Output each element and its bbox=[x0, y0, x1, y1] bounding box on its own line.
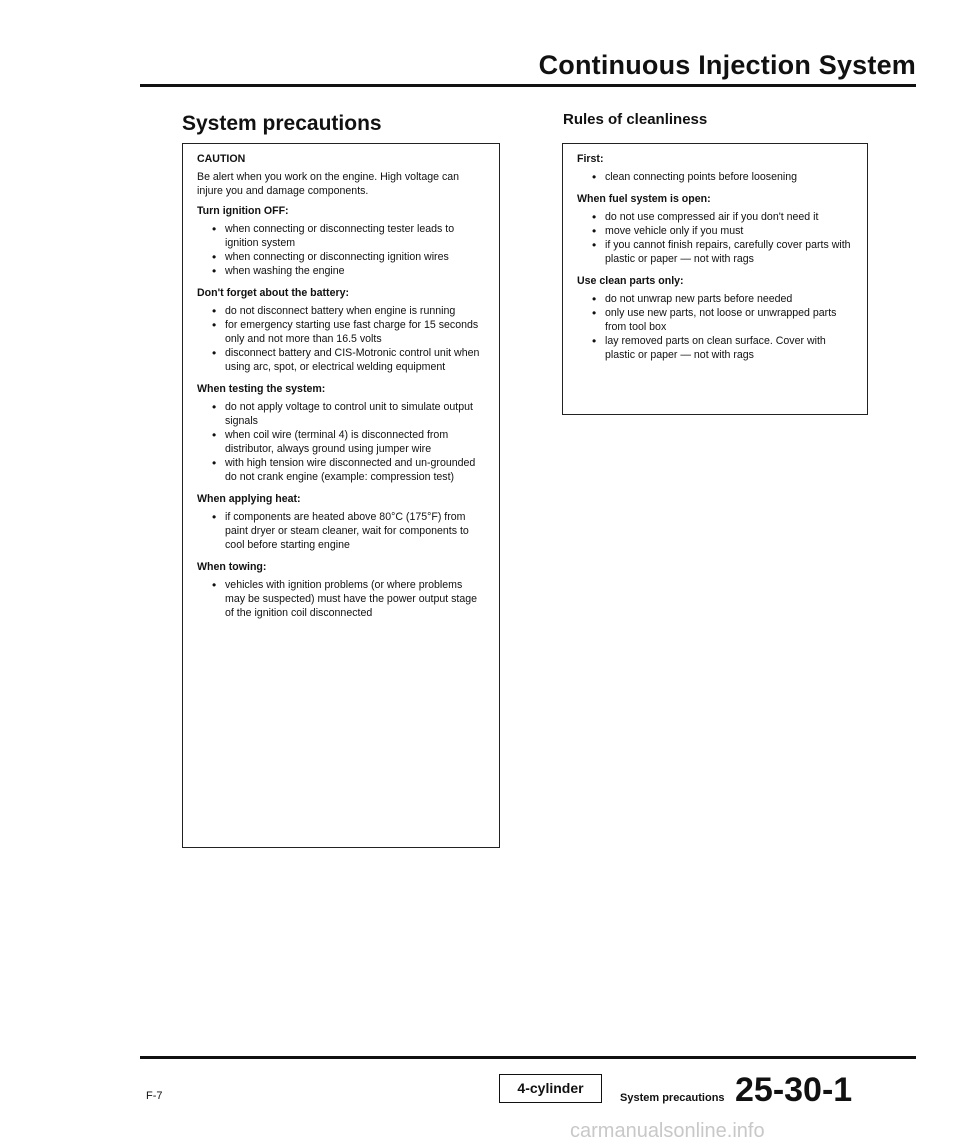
caution-box bbox=[182, 143, 500, 848]
caution-intro: Be alert when you work on the engine. High voltage can injure you and damage components. bbox=[197, 171, 460, 197]
variant-badge: 4-cylinder bbox=[499, 1074, 602, 1103]
bullet-list bbox=[577, 210, 853, 266]
list-item: • do not apply voltage to control unit to simulate output signals bbox=[225, 400, 485, 428]
group-title: Turn ignition OFF: bbox=[197, 205, 289, 217]
group-title: When applying heat: bbox=[197, 493, 301, 505]
bullet-list bbox=[197, 304, 485, 374]
list-item: • only use new parts, not loose or unwrapped parts from tool box bbox=[605, 306, 853, 334]
footer-section-label: System precautions bbox=[620, 1092, 725, 1104]
list-item: • when connecting or disconnecting tester leads to ignition system bbox=[225, 222, 485, 250]
rules-box bbox=[562, 143, 868, 415]
section-title: System precautions bbox=[182, 112, 382, 135]
caution-heading: CAUTION bbox=[197, 153, 246, 165]
group-title: When towing: bbox=[197, 561, 267, 573]
bullet-list bbox=[197, 578, 485, 620]
list-item: • do not unwrap new parts before needed bbox=[605, 292, 853, 306]
group-title: First: bbox=[577, 153, 604, 165]
watermark: carmanualsonline.info bbox=[570, 1120, 765, 1142]
header-rule bbox=[140, 84, 916, 87]
group-title: When testing the system: bbox=[197, 383, 326, 395]
list-item: • when connecting or disconnecting ignition wires bbox=[225, 250, 485, 264]
list-item: • disconnect battery and CIS-Motronic control unit when using arc, spot, or electrical welding equipment bbox=[225, 346, 485, 374]
list-item: • do not disconnect battery when engine is running bbox=[225, 304, 485, 318]
list-item: • do not use compressed air if you don't need it bbox=[605, 210, 853, 224]
page-id: F-7 bbox=[146, 1090, 163, 1102]
page-number: 25-30-1 bbox=[735, 1071, 853, 1109]
list-item: • when coil wire (terminal 4) is disconnected from distributor, always ground using jumper wire bbox=[225, 428, 485, 456]
list-item: • if you cannot finish repairs, carefully cover parts with plastic or paper — not with rags bbox=[605, 238, 853, 266]
group-title: When fuel system is open: bbox=[577, 193, 711, 205]
bullet-list bbox=[197, 222, 485, 278]
list-item: • clean connecting points before loosening bbox=[605, 170, 853, 184]
group-title: Use clean parts only: bbox=[577, 275, 684, 287]
rules-title: Rules of cleanliness bbox=[563, 111, 708, 128]
bullet-list bbox=[577, 170, 853, 184]
bullet-list bbox=[197, 400, 485, 484]
header-title: Continuous Injection System bbox=[538, 50, 916, 80]
list-item: • lay removed parts on clean surface. Cover with plastic or paper — not with rags bbox=[605, 334, 853, 362]
footer-rule bbox=[140, 1056, 916, 1059]
bullet-list bbox=[577, 292, 853, 362]
list-item: • vehicles with ignition problems (or where problems may be suspected) must have the power output stage of the ignition coil disconnected bbox=[225, 578, 485, 620]
list-item: • if components are heated above 80°C (175°F) from paint dryer or steam cleaner, wait for components to cool before starting engine bbox=[225, 510, 485, 552]
list-item: • move vehicle only if you must bbox=[605, 224, 853, 238]
group-title: Don't forget about the battery: bbox=[197, 287, 350, 299]
list-item: • for emergency starting use fast charge for 15 seconds only and not more than 16.5 volts bbox=[225, 318, 485, 346]
list-item: • with high tension wire disconnected and un-grounded do not crank engine (example: compression test) bbox=[225, 456, 485, 484]
bullet-list bbox=[197, 510, 485, 552]
list-item: • when washing the engine bbox=[225, 264, 485, 278]
